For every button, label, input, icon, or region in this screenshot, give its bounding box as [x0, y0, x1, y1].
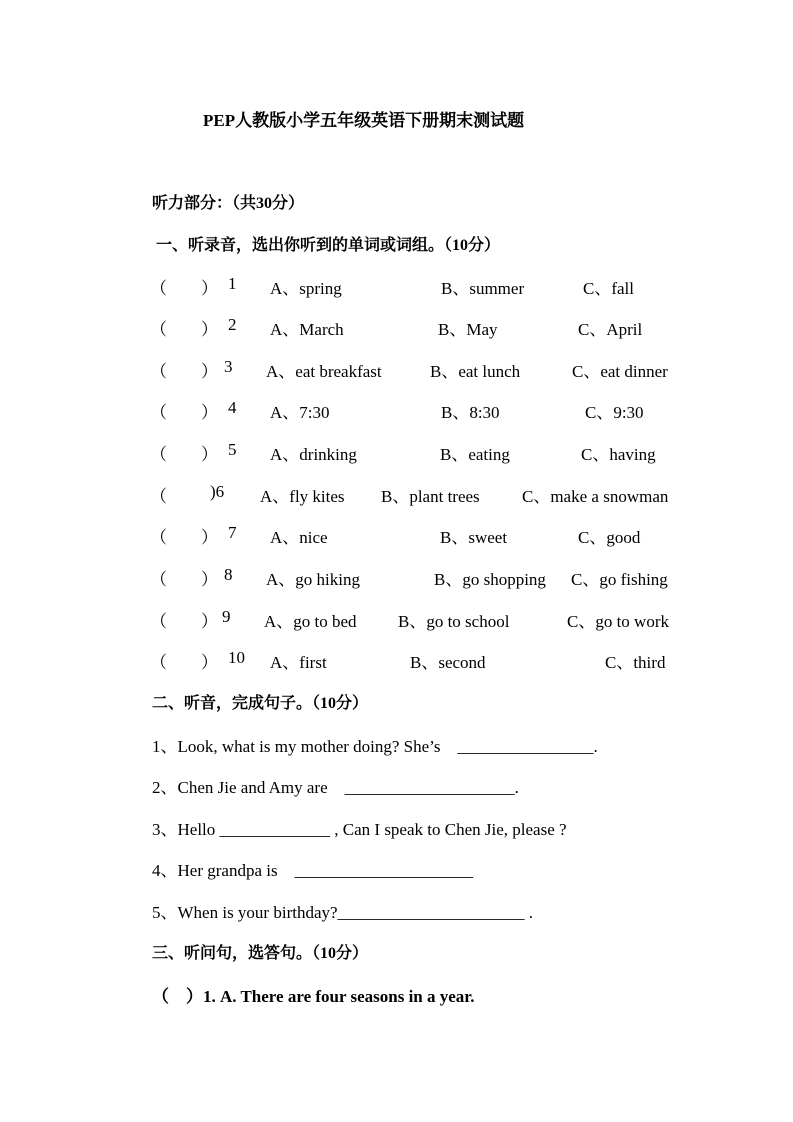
item-number: 3 [224, 357, 233, 376]
item-number: 7 [228, 523, 237, 542]
item-number: 4 [228, 398, 237, 417]
option-b: B、second [410, 653, 486, 672]
option-a: A、drinking [270, 445, 357, 464]
section2-heading: 二、听音，完成句子。（10分） [152, 695, 369, 712]
option-b: B、go to school [398, 612, 510, 631]
page-title: PEP人教版小学五年级英语下册期末测试题 [203, 111, 525, 130]
option-c: C、go fishing [571, 570, 668, 589]
option-b: B、May [438, 320, 498, 339]
list-item [0, 482, 793, 506]
list-item [0, 398, 793, 422]
answer-paren: （ ） [150, 570, 218, 589]
item-number: 9 [222, 607, 231, 626]
option-a: A、7:30 [270, 403, 330, 422]
item-number: 5 [228, 440, 237, 459]
sentence-1: 1、Look, what is my mother doing? She’s ________________. [152, 737, 598, 756]
section3-heading: 三、听问句，选答句。（10分） [152, 945, 369, 962]
option-c: C、eat dinner [572, 362, 668, 381]
list-item [0, 357, 793, 381]
item-number: 8 [224, 565, 233, 584]
answer-paren: （ ） [150, 445, 218, 464]
answer-paren: （ [150, 487, 201, 506]
option-b: B、eating [440, 445, 510, 464]
list-item [0, 274, 793, 298]
option-a: A、go to bed [264, 612, 357, 631]
option-a: A、fly kites [260, 487, 345, 506]
option-c: C、go to work [567, 612, 669, 631]
option-b: B、sweet [440, 528, 508, 547]
option-b: B、go shopping [434, 570, 546, 589]
sentence-4: 4、Her grandpa is _____________________ [152, 861, 474, 880]
answer-paren: （ ） [150, 612, 218, 631]
option-a: A、spring [270, 279, 342, 298]
list-item [0, 607, 793, 631]
option-b: B、summer [441, 279, 525, 298]
sentence-5: 5、When is your birthday?______________________ . [152, 903, 534, 922]
answer-paren: （ ） [150, 403, 218, 422]
option-a: A、nice [270, 528, 328, 547]
option-c: C、9:30 [585, 403, 644, 422]
item-number: )6 [210, 482, 225, 501]
option-c: C、make a snowman [522, 487, 669, 506]
list-item [0, 315, 793, 339]
option-a: A、March [270, 320, 344, 339]
option-c: C、third [605, 653, 666, 672]
answer-paren: （ ） [150, 279, 218, 298]
listening-section-header: 听力部分：（共30分） [152, 195, 305, 212]
option-c: C、good [578, 528, 641, 547]
answer-paren: （ ） [150, 362, 218, 381]
option-c: C、April [578, 320, 643, 339]
list-item [0, 523, 793, 547]
answer-paren: （ ） [150, 528, 218, 547]
section3-item-1: （ ）1. A. There are four seasons in a year. [152, 987, 475, 1006]
option-a: A、go hiking [266, 570, 360, 589]
list-item [0, 565, 793, 589]
sentence-2: 2、Chen Jie and Amy are ____________________. [152, 778, 519, 797]
option-a: A、first [270, 653, 327, 672]
item-number: 1 [228, 274, 237, 293]
option-c: C、fall [583, 279, 634, 298]
option-b: B、eat lunch [430, 362, 521, 381]
option-b: B、plant trees [381, 487, 480, 506]
option-b: B、8:30 [441, 403, 500, 422]
answer-paren: （ ） [150, 653, 218, 672]
section1-heading: 一、听录音，选出你听到的单词或词组。（10分） [156, 237, 501, 254]
list-item [0, 648, 793, 672]
option-c: C、having [581, 445, 656, 464]
list-item [0, 440, 793, 464]
answer-paren: （ ） [150, 320, 218, 339]
sentence-3: 3、Hello _____________ , Can I speak to Chen Jie, please ? [152, 820, 567, 839]
item-number: 10 [228, 648, 245, 667]
item-number: 2 [228, 315, 237, 334]
option-a: A、eat breakfast [266, 362, 382, 381]
